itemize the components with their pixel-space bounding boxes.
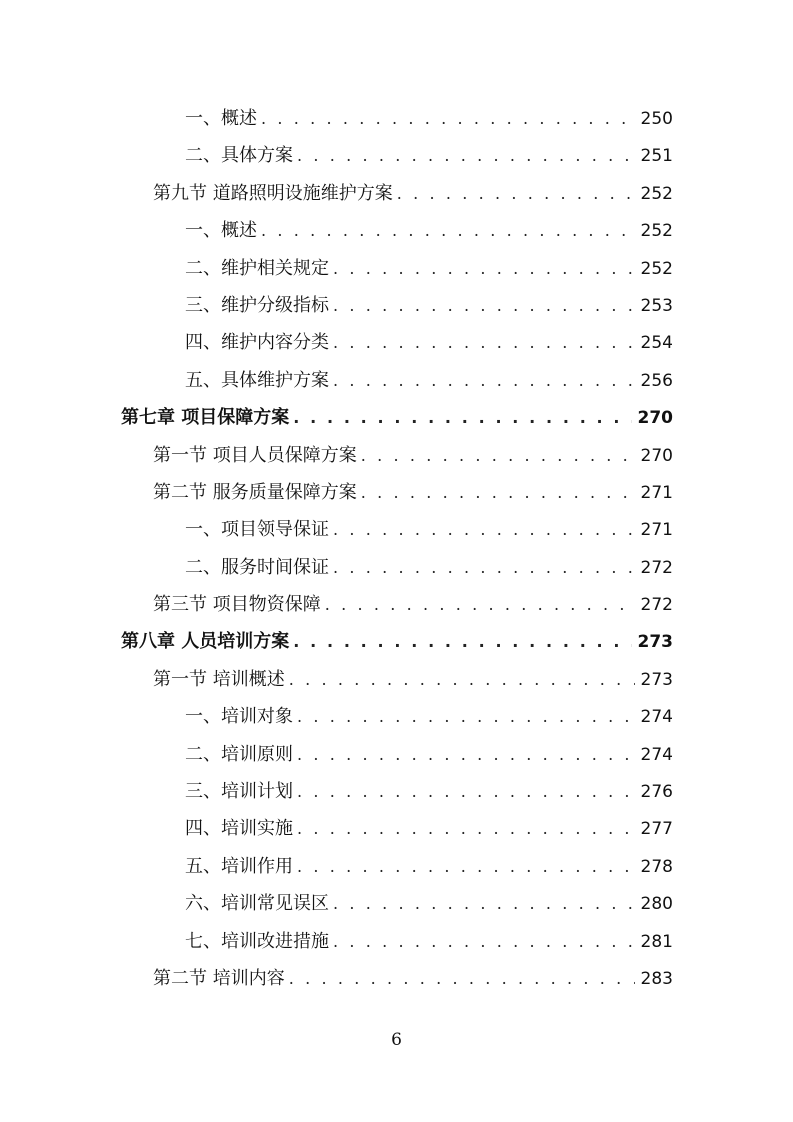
toc-entry-section[interactable]	[0, 474, 793, 511]
toc-entry-page-number: 256	[640, 370, 673, 391]
table-of-contents	[0, 100, 793, 997]
toc-entry-title: 五、具体维护方案	[185, 369, 329, 391]
toc-dot-leader	[333, 549, 635, 586]
toc-entry-page-number: 274	[640, 744, 673, 765]
toc-entry-title: 一、概述	[185, 220, 257, 242]
toc-entry-title: 六、培训常见误区	[185, 893, 329, 915]
toc-dot-leader	[325, 586, 635, 623]
toc-entry-title: 四、培训实施	[185, 818, 293, 840]
toc-entry-title: 第八章 人员培训方案	[121, 631, 290, 653]
toc-entry-item[interactable]	[0, 324, 793, 361]
toc-entry-page-number: 274	[640, 707, 673, 728]
toc-entry-item[interactable]	[0, 511, 793, 548]
toc-dot-leader	[333, 287, 635, 324]
toc-entry-title: 一、概述	[185, 108, 257, 129]
toc-dot-leader	[297, 137, 635, 174]
toc-entry-page-number: 273	[637, 632, 673, 653]
toc-entry-page-number: 271	[640, 520, 673, 541]
toc-entry-page-number: 252	[640, 258, 673, 279]
toc-dot-leader	[297, 810, 635, 847]
toc-entry-title: 第一节 项目人员保障方案	[153, 444, 357, 466]
toc-entry-section[interactable]	[0, 586, 793, 623]
toc-dot-leader	[261, 100, 635, 137]
toc-entry-item[interactable]	[0, 810, 793, 847]
toc-dot-leader	[333, 324, 635, 361]
toc-entry-page-number: 250	[640, 109, 673, 129]
toc-entry-page-number: 283	[640, 968, 673, 989]
toc-entry-item[interactable]	[0, 736, 793, 773]
toc-entry-page-number: 252	[640, 183, 673, 204]
toc-dot-leader	[397, 175, 635, 212]
toc-dot-leader	[297, 773, 635, 810]
toc-dot-leader	[297, 736, 635, 773]
toc-entry-section[interactable]	[0, 960, 793, 997]
toc-entry-item[interactable]	[0, 773, 793, 810]
toc-entry-page-number: 270	[640, 445, 673, 466]
page-number: 6	[391, 1030, 402, 1050]
toc-dot-leader	[297, 698, 635, 735]
toc-dot-leader	[261, 212, 635, 249]
toc-entry-title: 三、维护分级指标	[185, 294, 329, 316]
toc-entry-title: 第二节 服务质量保障方案	[153, 481, 357, 503]
toc-entry-title: 二、服务时间保证	[185, 556, 329, 578]
toc-dot-leader	[333, 362, 635, 399]
toc-entry-section[interactable]	[0, 661, 793, 698]
toc-entry-title: 第三节 项目物资保障	[153, 594, 321, 616]
toc-dot-leader	[333, 250, 635, 287]
toc-entry-page-number: 280	[640, 894, 673, 915]
toc-entry-title: 第二节 培训内容	[153, 967, 285, 989]
toc-dot-leader	[333, 511, 635, 548]
toc-entry-title: 第九节 道路照明设施维护方案	[153, 182, 393, 204]
toc-entry-item[interactable]	[0, 885, 793, 922]
toc-entry-title: 七、培训改进措施	[185, 930, 329, 952]
toc-dot-leader	[333, 885, 635, 922]
toc-entry-title: 一、项目领导保证	[185, 519, 329, 541]
toc-entry-page-number: 251	[640, 146, 673, 167]
toc-entry-item[interactable]	[0, 250, 793, 287]
toc-entry-item[interactable]	[0, 848, 793, 885]
toc-entry-title: 二、维护相关规定	[185, 257, 329, 279]
toc-entry-page-number: 273	[640, 669, 673, 690]
toc-entry-title: 第一节 培训概述	[153, 668, 285, 690]
toc-entry-item[interactable]	[0, 698, 793, 735]
toc-entry-page-number: 253	[640, 295, 673, 316]
toc-dot-leader	[293, 399, 631, 436]
toc-entry-page-number: 278	[640, 856, 673, 877]
toc-entry-title: 二、具体方案	[185, 145, 293, 167]
toc-entry-title: 二、培训原则	[185, 743, 293, 765]
toc-dot-leader	[289, 960, 635, 997]
toc-entry-title: 四、维护内容分类	[185, 332, 329, 354]
toc-dot-leader	[297, 848, 635, 885]
toc-entry-item[interactable]	[0, 100, 793, 137]
toc-entry-page-number: 252	[640, 221, 673, 242]
toc-entry-title: 五、培训作用	[185, 855, 293, 877]
toc-entry-page-number: 254	[640, 333, 673, 354]
toc-entry-page-number: 271	[640, 482, 673, 503]
toc-entry-item[interactable]	[0, 362, 793, 399]
toc-entry-section[interactable]	[0, 437, 793, 474]
toc-entry-title: 第七章 项目保障方案	[121, 407, 290, 429]
toc-entry-page-number: 281	[640, 931, 673, 952]
toc-dot-leader	[333, 923, 635, 960]
toc-dot-leader	[293, 623, 631, 660]
toc-entry-item[interactable]	[0, 137, 793, 174]
toc-entry-page-number: 270	[637, 408, 673, 429]
toc-entry-page-number: 272	[640, 595, 673, 616]
toc-dot-leader	[289, 661, 635, 698]
toc-entry-item[interactable]	[0, 923, 793, 960]
toc-entry-section[interactable]	[0, 175, 793, 212]
toc-entry-page-number: 272	[640, 557, 673, 578]
toc-entry-item[interactable]	[0, 549, 793, 586]
toc-entry-page-number: 277	[640, 819, 673, 840]
toc-entry-title: 三、培训计划	[185, 781, 293, 803]
toc-entry-title: 一、培训对象	[185, 706, 293, 728]
toc-entry-chapter[interactable]	[0, 399, 793, 436]
toc-entry-item[interactable]	[0, 287, 793, 324]
toc-entry-page-number: 276	[640, 782, 673, 803]
toc-dot-leader	[361, 474, 635, 511]
toc-entry-item[interactable]	[0, 212, 793, 249]
toc-dot-leader	[361, 437, 635, 474]
toc-entry-chapter[interactable]	[0, 623, 793, 660]
